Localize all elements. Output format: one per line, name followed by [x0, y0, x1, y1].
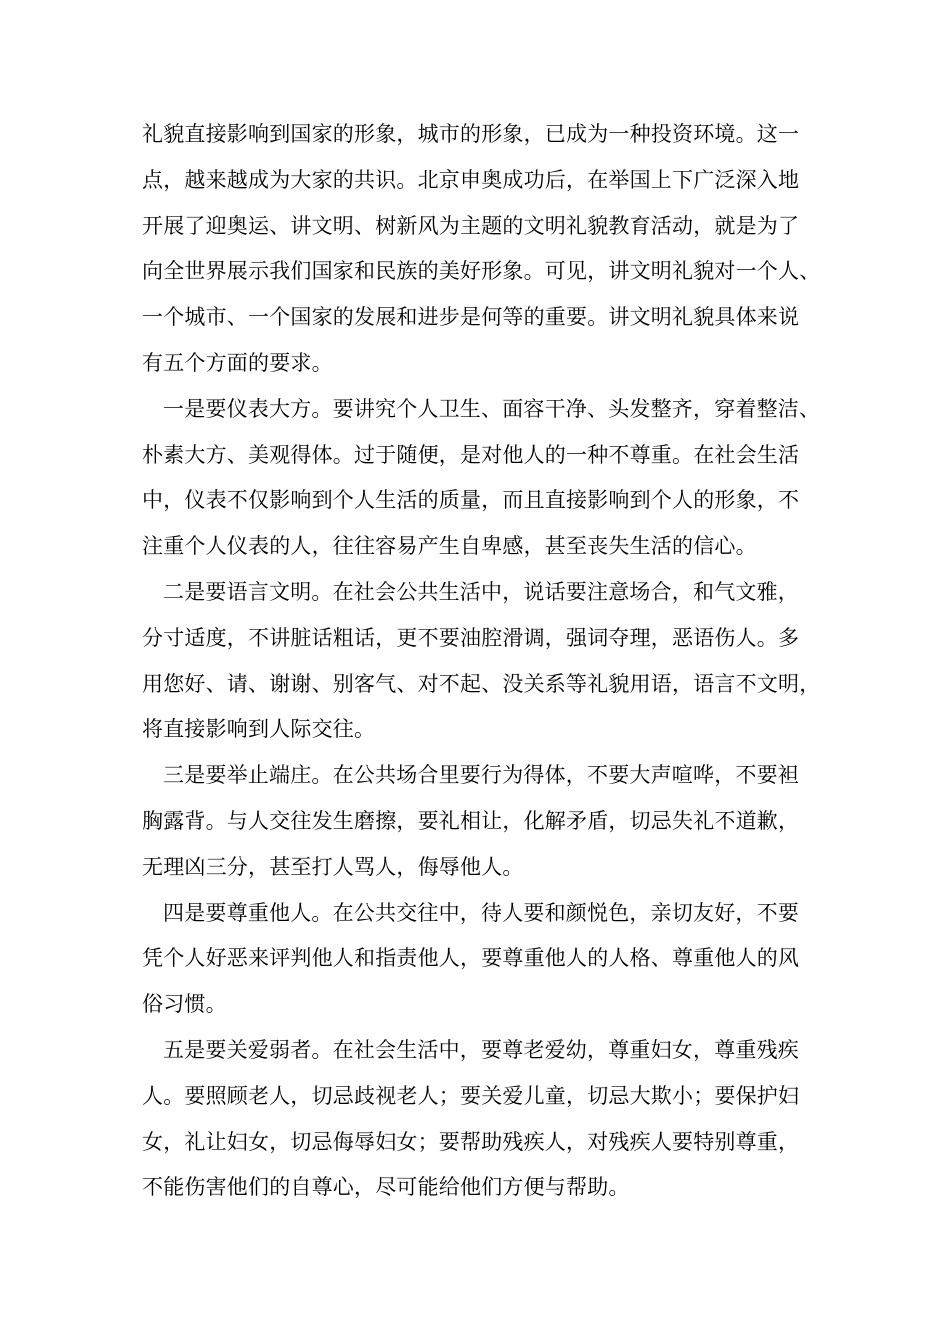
text-line: 凭个人好恶来评判他人和指责他人，要尊重他人的人格、尊重他人的风: [142, 946, 800, 971]
text-line: 朴素大方、美观得体。过于随便，是对他人的一种不尊重。在社会生活: [142, 442, 800, 467]
paragraph-language: [142, 570, 822, 753]
text-line: 女，礼让妇女，切忌侮辱妇女；要帮助残疾人，对残疾人要特别尊重，: [142, 1129, 800, 1154]
text-line: 无理凶三分，甚至打人骂人，侮辱他人。: [142, 854, 524, 879]
text-line: 注重个人仪表的人，往往容易产生自卑感，甚至丧失生活的信心。: [142, 534, 757, 559]
paragraph-intro: [142, 112, 822, 387]
paragraph-appearance: [142, 387, 822, 570]
paragraph-care: [142, 1028, 822, 1211]
text-line: 五是要关爱弱者。在社会生活中，要尊老爱幼，尊重妇女，尊重残疾: [163, 1037, 799, 1062]
text-line: 中，仪表不仅影响到个人生活的质量，而且直接影响到个人的形象，不: [142, 488, 800, 513]
text-line: 一是要仪表大方。要讲究个人卫生、面容干净、头发整齐，穿着整洁、: [163, 396, 821, 421]
text-line: 用您好、请、谢谢、别客气、对不起、没关系等礼貌用语，语言不文明，: [142, 671, 821, 696]
text-line: 二是要语言文明。在社会公共生活中，说话要注意场合，和气文雅，: [163, 579, 799, 604]
text-line: 有五个方面的要求。: [142, 350, 333, 375]
paragraph-behavior: [142, 753, 822, 890]
text-line: 俗习惯。: [142, 992, 227, 1017]
text-line: 向全世界展示我们国家和民族的美好形象。可见，讲文明礼貌对一个人、: [142, 259, 821, 284]
text-line: 四是要尊重他人。在公共交往中，待人要和颜悦色，亲切友好，不要: [163, 900, 799, 925]
text-line: 人。要照顾老人，切忌歧视老人；要关爱儿童，切忌大欺小；要保护妇: [142, 1083, 800, 1108]
text-line: 一个城市、一个国家的发展和进步是何等的重要。讲文明礼貌具体来说: [142, 305, 800, 330]
text-line: 胸露背。与人交往发生磨擦，要礼相让，化解矛盾，切忌失礼不道歉，: [142, 808, 800, 833]
paragraph-respect: [142, 891, 822, 1028]
text-line: 礼貌直接影响到国家的形象，城市的形象，已成为一种投资环境。这一: [142, 122, 800, 146]
text-line: 点，越来越成为大家的共识。北京申奥成功后，在举国上下广泛深入地: [142, 167, 800, 192]
document-body: [142, 112, 822, 1211]
text-line: 开展了迎奥运、讲文明、树新风为主题的文明礼貌教育活动，就是为了: [142, 213, 800, 238]
text-line: 将直接影响到人际交往。: [142, 717, 376, 742]
text-line: 分寸适度，不讲脏话粗话，更不要油腔滑调，强词夺理，恶语伤人。多: [142, 625, 800, 650]
text-line: 不能伤害他们的自尊心，尽可能给他们方便与帮助。: [142, 1175, 630, 1200]
text-line: 三是要举止端庄。在公共场合里要行为得体，不要大声喧哗，不要袒: [163, 763, 799, 788]
